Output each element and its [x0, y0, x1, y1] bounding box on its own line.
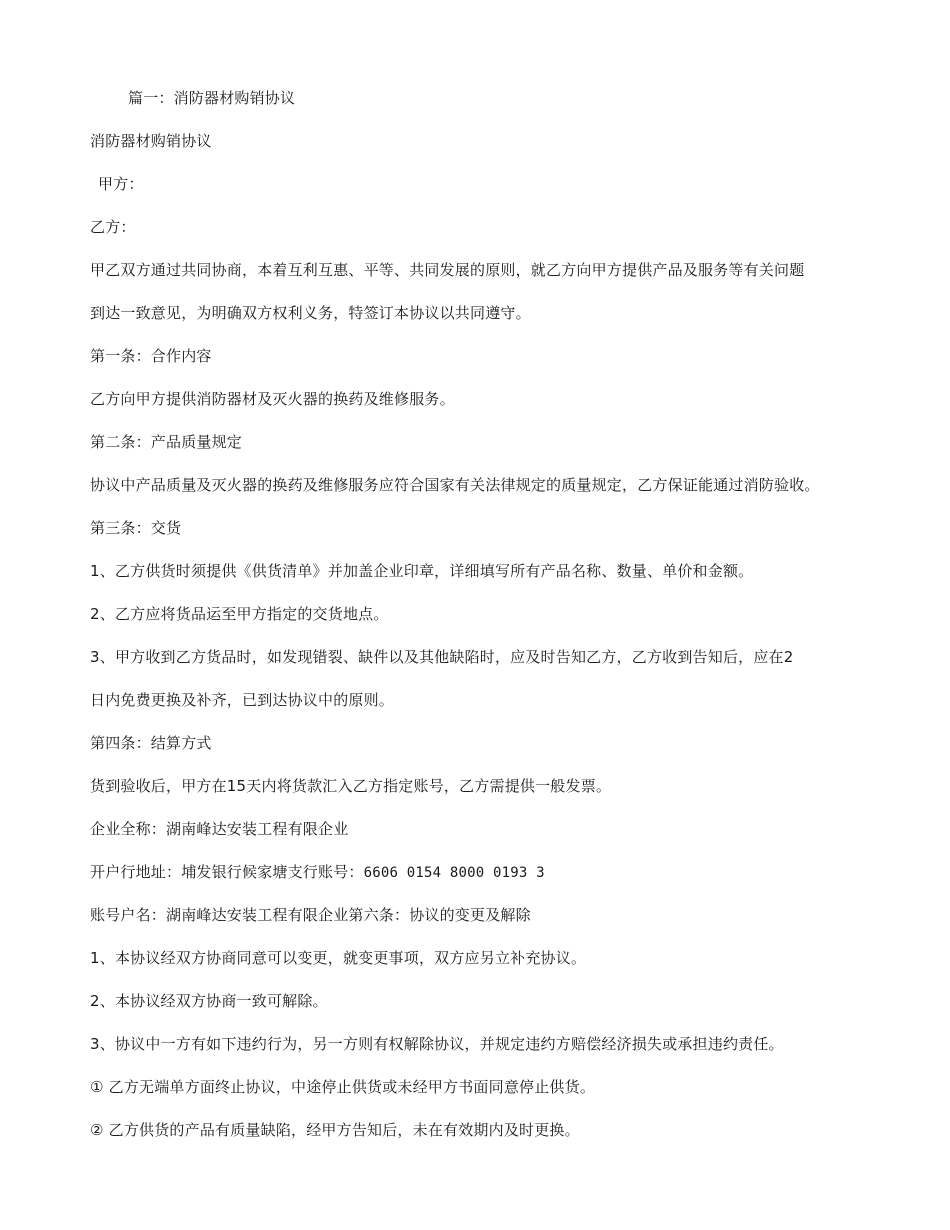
article-2-title: 第二条：产品质量规定	[90, 433, 243, 451]
article-1-title: 第一条：合作内容	[90, 347, 212, 365]
article-2-text: 协议中产品质量及灭火器的换药及维修服务应符合国家有关法律规定的质量规定，乙方保证能通过消防验收。	[90, 476, 820, 494]
article-3-item-3-line-2: 日内免费更换及补齐，已到达协议中的原则。	[90, 691, 395, 709]
intro-paragraph-line-2: 到达一致意见，为明确双方权利义务，特签订本协议以共同遵守。	[90, 304, 531, 322]
section-heading: 篇一：消防器材购销协议	[128, 89, 296, 107]
document-title: 消防器材购销协议	[90, 132, 212, 150]
bank-account-number: 6606 0154 8000 0193 3	[363, 865, 545, 881]
article-6-item-3: 3、协议中一方有如下违约行为，另一方则有权解除协议，并规定违约方赔偿经济损失或承担违约责任。	[90, 1035, 784, 1053]
breach-item-2: ② 乙方供货的产品有质量缺陷，经甲方告知后，未在有效期内及时更换。	[90, 1121, 580, 1139]
party-b-label: 乙方：	[90, 218, 136, 236]
article-1-text: 乙方向甲方提供消防器材及灭火器的换药及维修服务。	[90, 390, 455, 408]
article-3-item-3-line-1: 3、甲方收到乙方货品时，如发现错裂、缺件以及其他缺陷时，应及时告知乙方，乙方收到告知后，应在2	[90, 648, 794, 666]
breach-item-1: ① 乙方无端单方面终止协议，中途停止供货或未经甲方书面同意停止供货。	[90, 1078, 596, 1096]
party-a-label: 甲方：	[98, 175, 144, 193]
article-3-title: 第三条：交货	[90, 519, 182, 537]
bank-info	[90, 862, 545, 883]
account-holder: 账号户名：湖南峰达安装工程有限企业第六条：协议的变更及解除	[90, 906, 531, 924]
article-3-item-2: 2、乙方应将货品运至甲方指定的交货地点。	[90, 605, 389, 623]
bank-address-label: 开户行地址：埔发银行候家塘支行账号：	[90, 863, 364, 881]
article-6-item-1: 1、本协议经双方协商同意可以变更，就变更事项，双方应另立补充协议。	[90, 949, 587, 967]
intro-paragraph-line-1: 甲乙双方通过共同协商，本着互利互惠、平等、共同发展的原则，就乙方向甲方提供产品及服务等有关问题	[90, 261, 805, 279]
article-3-item-1: 1、乙方供货时须提供《供货清单》并加盖企业印章，详细填写所有产品名称、数量、单价和金额。	[90, 562, 754, 580]
article-4-title: 第四条：结算方式	[90, 734, 212, 752]
article-4-text: 货到验收后，甲方在15天内将货款汇入乙方指定账号，乙方需提供一般发票。	[90, 777, 612, 795]
article-6-item-2: 2、本协议经双方协商一致可解除。	[90, 992, 328, 1010]
company-name: 企业全称：湖南峰达安装工程有限企业	[90, 820, 349, 838]
